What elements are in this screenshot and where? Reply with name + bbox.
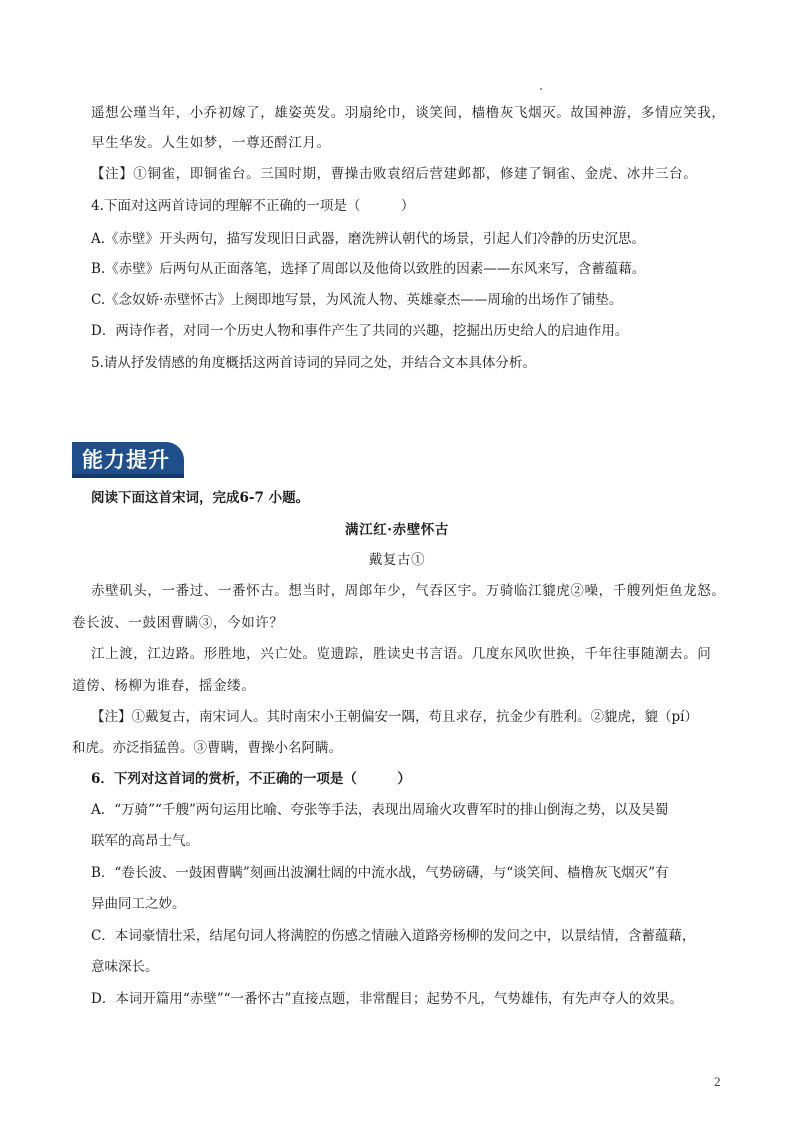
stray-mark <box>540 88 542 90</box>
reading-intro: 阅读下面这首宋词，完成6-7 小题。 <box>91 490 310 506</box>
q4-option-b: B.《赤壁》后两句从正面落笔，选择了周郎以及他倚以致胜的因素——东风来写，含蓄蕴藉。 <box>91 261 646 277</box>
q6-stem: 6．下列对这首词的赏析，不正确的一项是（ ） <box>91 771 411 787</box>
q6-option-d: D．本词开篇用“赤壁”“一番怀古”直接点题，非常醒目；起势不凡，气势雄伟，有先声夺人的效果。 <box>91 991 683 1007</box>
poem1-line2: 早生华发。人生如梦，一尊还酹江月。 <box>91 135 331 151</box>
poem1-line1: 遥想公瑾当年，小乔初嫁了，雄姿英发。羽扇纶巾，谈笑间，樯橹灰飞烟灭。故国神游，多情应笑我， <box>91 105 726 121</box>
note2-line2: 和虎。亦泛指猛兽。③曹瞒，曹操小名阿瞒。 <box>72 740 342 756</box>
q4-option-a: A.《赤壁》开头两句，描写发现旧日武器，磨洗辨认朝代的场景，引起人们冷静的历史沉思。 <box>91 231 646 247</box>
poem2-author: 戴复古① <box>368 552 426 568</box>
q4-option-c: C.《念奴娇·赤壁怀古》上阕即地写景，为风流人物、英雄豪杰——周瑜的出场作了铺垫。 <box>91 292 623 308</box>
q6-option-c-line1: C．本词豪情壮采，结尾句词人将满腔的伤感之情融入道路旁杨柳的发问之中，以景结情，含蓄蕴藉， <box>91 928 696 944</box>
q6-option-c-line2: 意味深长。 <box>91 959 159 975</box>
poem2-stanza1-line2: 卷长波、一鼓困曹瞒③，今如许？ <box>72 615 284 631</box>
section-title: 能力提升 <box>82 448 170 472</box>
q4-option-d: D．两诗作者，对同一个历史人物和事件产生了共同的兴趣，挖掘出历史给人的启迪作用。 <box>91 323 629 339</box>
poem2-stanza1-line1: 赤壁矶头，一番过、一番怀古。想当时，周郎年少，气吞区宇。万骑临江貔虎②噪，千艘列炬鱼龙怒。 <box>91 583 726 599</box>
q6-option-a-line2: 联军的高昂士气。 <box>91 833 199 849</box>
note1: 【注】①铜雀，即铜雀台。三国时期，曹操击败袁绍后营建邺都，修建了铜雀、金虎、冰井三台。 <box>91 166 698 182</box>
page-number: 2 <box>714 1074 721 1089</box>
q6-option-a-line1: A．“万骑”“千艘”两句运用比喻、夸张等手法，表现出周瑜火攻曹军时的排山倒海之势，以及吴蜀 <box>91 802 669 818</box>
poem2-title: 满江红·赤壁怀古 <box>345 522 449 538</box>
section-banner-underline <box>72 474 184 478</box>
section-banner <box>72 442 184 478</box>
q6-option-b-line1: B．“卷长波、一鼓困曹瞒”刻画出波澜壮阔的中流水战，气势磅礴，与“谈笑间、樯橹灰飞烟灭”有 <box>91 865 669 881</box>
note2-line1: 【注】①戴复古，南宋词人。其时南宋小王朝偏安一隅，苟且求存，抗金少有胜利。②貔虎，貔（pí） <box>91 709 698 725</box>
q5: 5.请从抒发情感的角度概括这两首诗词的异同之处，并结合文本具体分析。 <box>91 355 536 371</box>
poem2-stanza2-line1: 江上渡，江边路。形胜地，兴亡处。览遗踪，胜读史书言语。几度东风吹世换，千年往事随潮去。问 <box>91 646 712 662</box>
q6-option-b-line2: 异曲同工之妙。 <box>91 896 186 912</box>
poem2-stanza2-line2: 道傍、杨柳为谁春，摇金缕。 <box>72 678 256 694</box>
q4-stem: 4.下面对这两首诗词的理解不正确的一项是（ ） <box>91 198 415 214</box>
